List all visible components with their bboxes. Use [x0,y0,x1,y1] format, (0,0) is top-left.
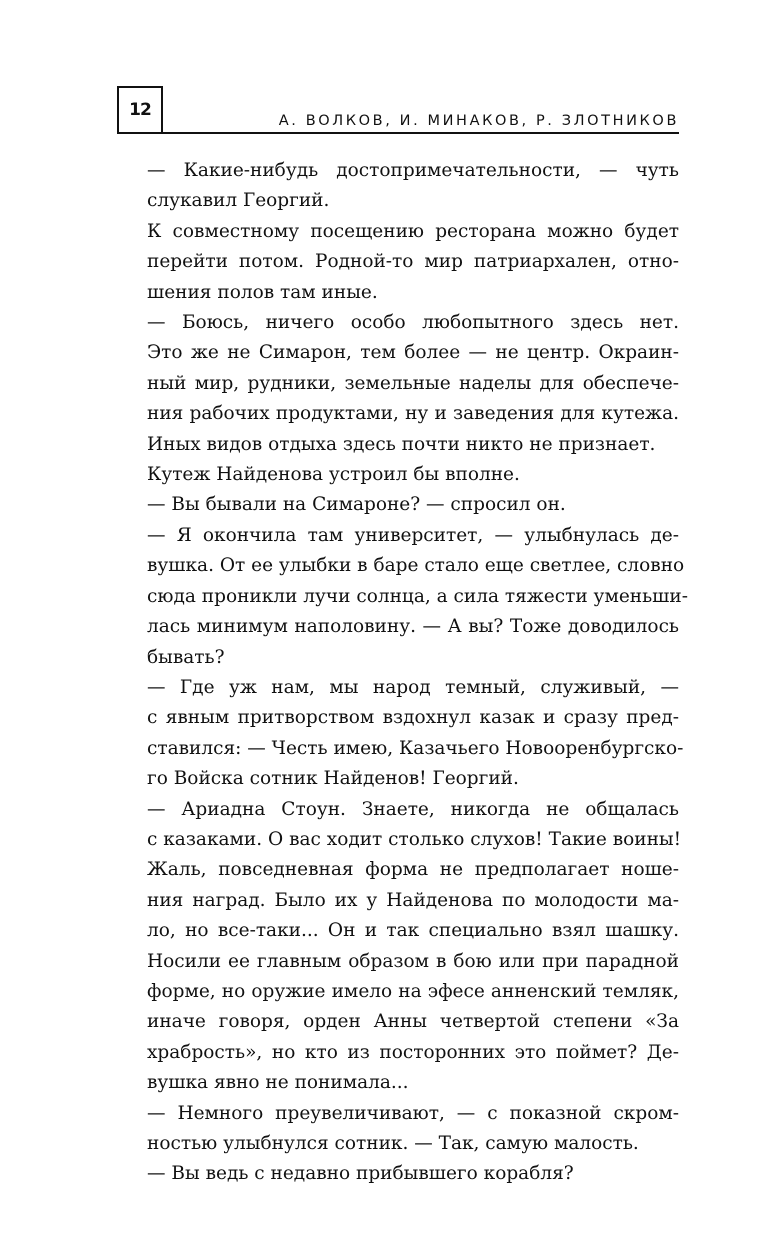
paragraph [117,460,679,490]
text-line: бывать? [147,646,225,668]
paragraph [117,521,688,673]
text-line: — Где уж нам, мы народ темный, служивый, — [147,676,679,698]
paragraph [117,156,679,217]
body-text [117,156,688,1190]
paragraph [117,217,679,308]
text-line: форме, но оружие имело на эфесе анненский темляк, [147,980,679,1002]
text-line: — Какие-нибудь достопримечательности, — чуть [147,160,679,181]
text-line: — Вы ведь с недавно прибывшего корабля? [147,1163,574,1185]
text-line: перейти потом. Родной-то мир патриархален, отно- [147,251,679,273]
paragraph [117,490,679,520]
paragraph [117,855,679,1098]
text-line: ностью улыбнулся сотник. — Так, самую малость. [147,1133,639,1154]
paragraph [117,308,679,460]
text-line: сюда проникли лучи солнца, а сила тяжести уменьши- [147,585,688,607]
paragraph [117,795,682,856]
text-line: Жаль, повседневная форма не предполагает ноше- [147,859,679,881]
text-line: ный мир, рудники, земельные наделы для обеспече- [147,372,679,394]
text-line: слукавил Георгий. [147,190,330,212]
text-line: с казаками. О вас ходит столько слухов! Такие воины! [147,828,682,850]
text-line: — Боюсь, ничего особо любопытного здесь нет. [147,312,679,334]
text-line: иначе говоря, орден Анны четвертой степени «За [147,1011,679,1033]
page-number: 12 [117,86,163,134]
text-line: Кутеж Найденова устроил бы вполне. [147,464,520,486]
paragraph [117,1159,679,1189]
text-line: — Вы бывали на Симароне? — спросил он. [147,494,566,516]
running-head: А. ВОЛКОВ, И. МИНАКОВ, Р. ЗЛОТНИКОВ [278,113,679,129]
text-line: — Ариадна Стоун. Знаете, никогда не общалась [147,798,679,820]
text-line: го Войска сотник Найденов! Георгий. [147,768,519,790]
text-line: Это же не Симарон, тем более — не центр. Окраин- [147,342,679,364]
page-header [117,86,679,134]
text-line: храбрость», но кто из посторонних это поймет? Де- [147,1041,679,1063]
paragraph [117,1099,679,1160]
text-line: К совместному посещению ресторана можно будет [147,220,679,242]
text-line: — Немного преувеличивают, — с показной скром- [147,1102,679,1124]
text-line: с явным притворством вздохнул казак и сразу пред- [147,707,679,729]
paragraph [117,673,684,795]
text-line: шения полов там иные. [147,281,378,303]
text-line: вушка. От ее улыбки в баре стало еще светлее, словно [147,555,685,577]
text-line: — Я окончила там университет, — улыбнулась де- [147,524,679,546]
header-rule [161,132,679,134]
text-line: ло, но все-таки... Он и так специально взял шашку. [147,920,679,942]
text-line: ния рабочих продуктами, ну и заведения для кутежа. [147,403,679,425]
text-line: Носили ее главным образом в бою или при парадной [147,950,679,972]
text-line: лась минимум наполовину. — А вы? Тоже доводилось [147,616,679,638]
text-line: вушка явно не понимала... [147,1072,409,1094]
text-line: Иных видов отдыха здесь почти никто не признает. [147,433,656,455]
text-line: ставился: — Честь имею, Казачьего Новооренбургско- [147,737,684,759]
text-line: ния наград. Было их у Найденова по молодости ма- [147,889,679,911]
